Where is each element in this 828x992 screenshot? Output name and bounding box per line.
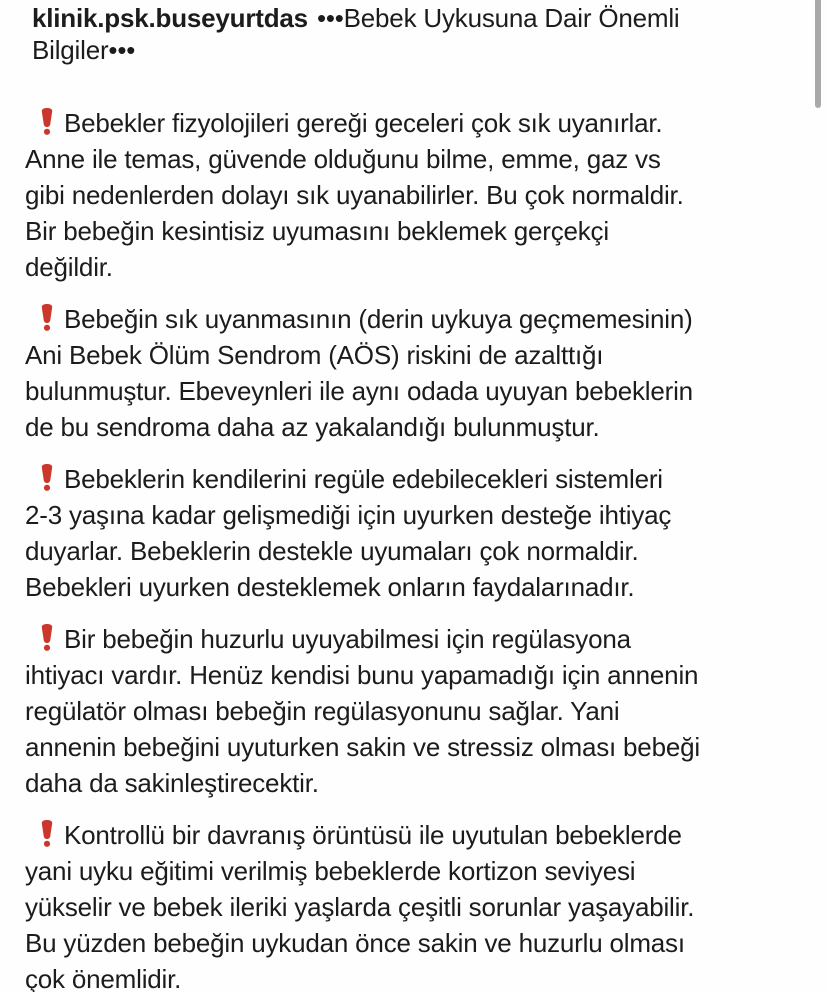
red-exclamation-icon [40,108,54,135]
caption-title-part-1: •••Bebek Uykusuna Dair Önemli [316,3,680,33]
paragraph-line: bulunmuştur. Ebeveynleri ile aynı odada uyuyan bebeklerin [25,376,693,406]
red-exclamation-icon [40,624,54,651]
paragraph-line: annenin bebeğini uyuturken sakin ve stressiz olması bebeği [25,732,700,762]
paragraph-line: Bebeklerin kendilerini regüle edebilecekleri sistemleri [64,464,663,494]
paragraph-line: ihtiyacı vardır. Henüz kendisi bunu yapamadığı için annenin [25,660,699,690]
paragraph-line: değildir. [25,252,113,282]
username-link[interactable]: klinik.psk.buseyurtdas [32,3,308,33]
header-line-1 [32,2,803,34]
caption-title-part-2: Bilgiler••• [32,35,136,65]
paragraph [25,817,803,992]
paragraph-line: yükselir ve bebek ileriki yaşlarda çeşitli sorunlar yaşayabilir. [25,892,695,922]
paragraph [25,621,803,801]
paragraph-line: de bu sendroma daha az yakalandığı bulunmuştur. [25,412,600,442]
paragraph-line: 2-3 yaşına kadar gelişmediği için uyurken desteğe ihtiyaç [25,500,672,530]
paragraph-line: çok önemlidir. [25,964,182,992]
red-exclamation-icon [40,304,54,331]
red-exclamation-icon [40,464,54,491]
paragraph-line: gibi nedenlerden dolayı sık uyanabilirler. Bu çok normaldir. [25,180,684,210]
header-line-2 [32,34,803,66]
paragraph-line: regülatör olması bebeğin regülasyonunu sağlar. Yani [25,696,620,726]
paragraph-line: Bebekler fizyolojileri gereği geceleri çok sık uyanırlar. [64,108,663,138]
paragraph-line: Kontrollü bir davranış örüntüsü ile uyutulan bebeklerde [64,820,682,850]
paragraph-line: Bebekleri uyurken desteklemek onların faydalarınadır. [25,572,635,602]
paragraph-line: Bir bebeğin kesintisiz uyumasını beklemek gerçekçi [25,216,609,246]
caption-header [25,2,803,66]
paragraph-line: Bu yüzden bebeğin uykudan önce sakin ve huzurlu olması [25,928,685,958]
paragraph [25,461,803,605]
paragraph-line: yani uyku eğitimi verilmiş bebeklerde kortizon seviyesi [25,856,636,886]
paragraph-line: Ani Bebek Ölüm Sendrom (AÖS) riskini de azalttığı [25,340,604,370]
paragraph-line: Bebeğin sık uyanmasının (derin uykuya geçmemesinin) [64,304,693,334]
paragraph-line: Anne ile temas, güvende olduğunu bilme, emme, gaz vs [25,144,661,174]
red-exclamation-icon [40,820,54,847]
paragraph-line: daha da sakinleştirecektir. [25,768,319,798]
paragraph-line: Bir bebeğin huzurlu uyuyabilmesi için regülasyona [64,624,631,654]
scrollbar-thumb[interactable] [815,0,821,108]
paragraph [25,105,803,285]
paragraph [25,301,803,445]
paragraph-line: duyarlar. Bebeklerin destekle uyumaları çok normaldir. [25,536,639,566]
